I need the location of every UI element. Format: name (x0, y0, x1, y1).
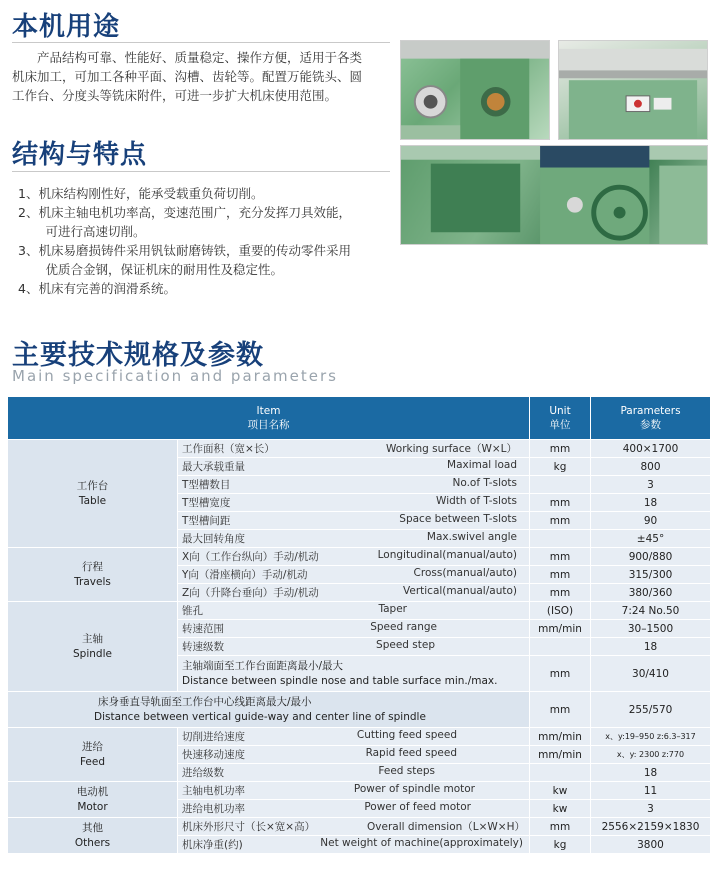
unit-cell: mm (530, 548, 591, 566)
machine-photo-table (558, 40, 708, 140)
unit-cell: kw (530, 800, 591, 818)
unit-cell: mm/min (530, 728, 591, 746)
value-cell: 3 (591, 800, 711, 818)
unit-cell: mm (530, 512, 591, 530)
item-cn: 进给电机功率 (182, 803, 245, 815)
item-cn: 机床外形尺寸（长×宽×高） (182, 821, 316, 833)
item-en: Net weight of machine(approximately) (320, 837, 523, 849)
table-row (8, 440, 711, 458)
section-title-usage: 本机用途 (12, 12, 121, 42)
item-en: Width of T-slots (436, 495, 517, 507)
spec-table (7, 396, 711, 854)
table-row (8, 818, 711, 836)
item-cn: 锥孔 (182, 605, 203, 617)
item-en: Longitudinal(manual/auto) (377, 549, 517, 561)
machine-photo-feed-box (400, 145, 708, 245)
item-cn: 最大承载重量 (182, 461, 245, 473)
divider (12, 42, 390, 43)
unit-cell: mm (530, 494, 591, 512)
feature-item: 3、机床易磨损铸件采用钒钛耐磨铸铁，重要的传动零件采用 (18, 243, 351, 258)
value-cell: 315/300 (591, 566, 711, 584)
value-cell: 3800 (591, 836, 711, 854)
unit-cell: mm (530, 584, 591, 602)
unit-cell: mm/min (530, 620, 591, 638)
usage-paragraph (12, 48, 374, 105)
item-en: Maximal load (447, 459, 517, 471)
item-en: Overall dimension（L×W×H） (367, 821, 525, 833)
group-others: 其他 Others (8, 818, 178, 854)
unit-cell: mm (530, 566, 591, 584)
value-cell: x、y: 2300 z:770 (591, 746, 711, 764)
unit-cell: mm (530, 692, 591, 728)
item-en: Speed step (376, 639, 435, 651)
spec-title: 主要技术规格及参数 (12, 340, 264, 371)
divider (12, 171, 390, 172)
spec-subtitle: Main specification and parameters (12, 367, 338, 385)
unit-cell: kg (530, 836, 591, 854)
unit-cell (530, 764, 591, 782)
group-travels: 行程 Travels (8, 548, 178, 602)
item-en: Power of spindle motor (353, 783, 475, 795)
item-en: Rapid feed speed (365, 747, 457, 759)
feature-item: 4、机床有完善的润滑系统。 (18, 281, 176, 296)
unit-cell: kw (530, 782, 591, 800)
feature-item: 优质合金钢，保证机床的耐用性及稳定性。 (45, 262, 284, 277)
item-cn: 快速移动速度 (182, 749, 245, 761)
item-cn: 机床净重(约) (182, 839, 243, 851)
item-en: Distance between vertical guide-way and center line of spindle (94, 710, 426, 723)
table-row (8, 602, 711, 620)
table-header-row (8, 397, 711, 440)
group-table: 工作台 Table (8, 440, 178, 548)
item-cn: 主轴电机功率 (182, 785, 245, 797)
table-row (8, 692, 711, 728)
feature-item: 1、机床结构刚性好，能承受载重负荷切削。 (18, 186, 264, 201)
usage-line: 机床加工，可加工各种平面、沟槽、齿轮等。配置万能铣头、圆 (12, 69, 363, 84)
value-cell: x、y:19–950 z:6.3–317 (591, 728, 711, 746)
item-en: Feed steps (378, 765, 435, 777)
unit-cell (530, 530, 591, 548)
item-en: Distance between spindle nose and table surface min./max. (182, 674, 498, 687)
item-cn: 切削进给速度 (182, 731, 245, 743)
usage-line: 产品结构可靠、性能好、质量稳定、操作方便，适用于各类 (37, 50, 363, 65)
unit-cell (530, 638, 591, 656)
unit-cell: mm/min (530, 746, 591, 764)
item-en: No.of T-slots (452, 477, 517, 489)
value-cell: 7:24 No.50 (591, 602, 711, 620)
value-cell: 900/880 (591, 548, 711, 566)
item-cn: Y向（滑座横向）手动/机动 (182, 569, 308, 581)
item-cn: 床身垂直导轨面至工作台中心线距离最大/最小 (98, 695, 312, 708)
value-cell: 18 (591, 494, 711, 512)
value-cell: 90 (591, 512, 711, 530)
value-cell: 3 (591, 476, 711, 494)
item-en: Power of feed motor (364, 801, 471, 813)
item-cn: 进给级数 (182, 767, 224, 779)
item-cn: 转速范围 (182, 623, 224, 635)
item-cn: T型槽间距 (182, 515, 231, 527)
header-item: Item 项目名称 (8, 397, 530, 440)
item-en: Max.swivel angle (426, 531, 517, 543)
item-en: Speed range (370, 621, 437, 633)
unit-cell: mm (530, 440, 591, 458)
machine-photo-spindle (400, 40, 550, 140)
value-cell: 400×1700 (591, 440, 711, 458)
group-feed: 进给 Feed (8, 728, 178, 782)
feature-item: 可进行高速切削。 (45, 224, 146, 239)
item-cn: Z向（升降台垂向）手动/机动 (182, 587, 319, 599)
item-en: Working surface（W×L） (386, 443, 517, 455)
unit-cell: mm (530, 656, 591, 692)
group-spindle: 主轴 Spindle (8, 602, 178, 692)
table-row (8, 728, 711, 746)
item-en: Cross(manual/auto) (413, 567, 517, 579)
value-cell: 2556×2159×1830 (591, 818, 711, 836)
value-cell: 18 (591, 764, 711, 782)
value-cell: 30–1500 (591, 620, 711, 638)
unit-cell: mm (530, 818, 591, 836)
value-cell: 380/360 (591, 584, 711, 602)
value-cell: 800 (591, 458, 711, 476)
value-cell: 30/410 (591, 656, 711, 692)
section-title-features: 结构与特点 (12, 140, 148, 170)
value-cell: 255/570 (591, 692, 711, 728)
table-row (8, 548, 711, 566)
group-motor: 电动机 Motor (8, 782, 178, 818)
item-en: Vertical(manual/auto) (403, 585, 517, 597)
unit-cell: kg (530, 458, 591, 476)
item-en: Taper (378, 603, 407, 615)
feature-item: 2、机床主轴电机功率高，变速范围广，充分发挥刀具效能， (18, 205, 351, 220)
value-cell: 18 (591, 638, 711, 656)
item-cn: 最大回转角度 (182, 533, 245, 545)
header-unit: Unit 单位 (530, 397, 591, 440)
item-cn: 工作面积（宽×长） (182, 443, 275, 455)
item-en: Space between T-slots (399, 513, 517, 525)
unit-cell (530, 476, 591, 494)
header-parameters: Parameters 参数 (591, 397, 711, 440)
table-row (8, 782, 711, 800)
item-cn: 主轴端面至工作台面距离最小/最大 (182, 659, 344, 672)
features-list (18, 184, 388, 298)
value-cell: 11 (591, 782, 711, 800)
unit-cell: (ISO) (530, 602, 591, 620)
item-cn: X向（工作台纵向）手动/机动 (182, 551, 319, 563)
value-cell: ±45° (591, 530, 711, 548)
item-en: Cutting feed speed (356, 729, 457, 741)
item-cn: T型槽数目 (182, 479, 231, 491)
item-cn: T型槽宽度 (182, 497, 231, 509)
usage-line: 工作台、分度头等铣床附件，可进一步扩大机床使用范围。 (12, 88, 338, 103)
item-cn: 转速级数 (182, 641, 224, 653)
